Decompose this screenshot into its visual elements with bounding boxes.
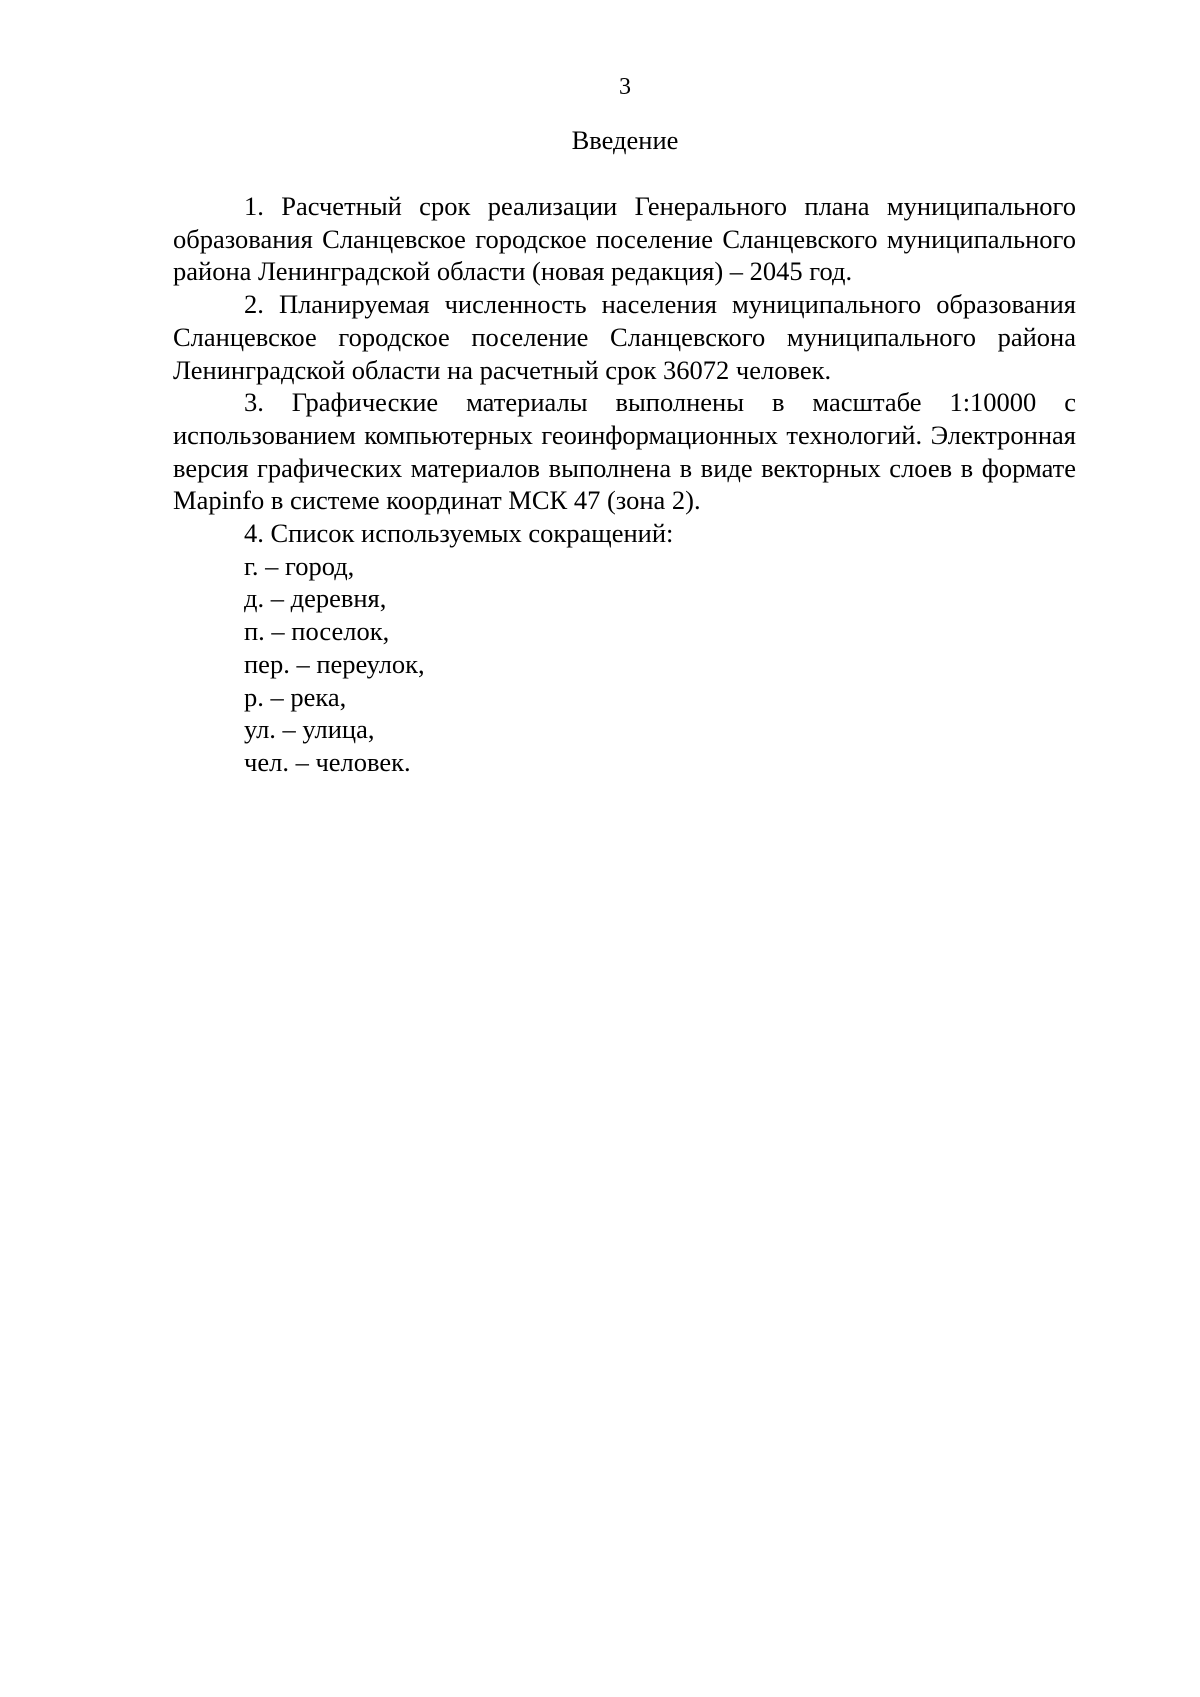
paragraph-graphic-materials: 3. Графические материалы выполнены в масштабе 1:10000 с использованием компьютерных геоинформационных технологий. Электронная версия графических материалов выполнена в виде векторных слоев в формате Mapinfo в системе координат МСК 47 (зона 2). (173, 387, 1076, 516)
list-item: п. – поселок, (244, 616, 390, 647)
list-item: г. – город, (244, 550, 355, 581)
list-item: пер. – переулок, (244, 648, 425, 679)
page-title: Введение (571, 125, 679, 155)
paragraph-population: 2. Планируемая численность населения муниципального образования Сланцевское городское поселение Сланцевского муниципального района Ленинградской области на расчетный срок 36072 человек. (173, 289, 1076, 385)
list-item: р. – река, (244, 681, 347, 712)
paragraph-abbreviations-intro: 4. Список используемых сокращений: (244, 518, 674, 549)
abbreviations-list (173, 550, 1076, 779)
list-item: д. – деревня, (244, 583, 387, 614)
page-number: 3 (619, 74, 631, 100)
list-item: чел. – человек. (244, 746, 411, 777)
document-body (173, 190, 1076, 779)
paragraph-design-period: 1. Расчетный срок реализации Генерального плана муниципального образования Сланцевское городское поселение Сланцевского муниципального района Ленинградской области (новая редакция) – 2045 год. (173, 191, 1076, 287)
list-item: ул. – улица, (244, 714, 375, 745)
